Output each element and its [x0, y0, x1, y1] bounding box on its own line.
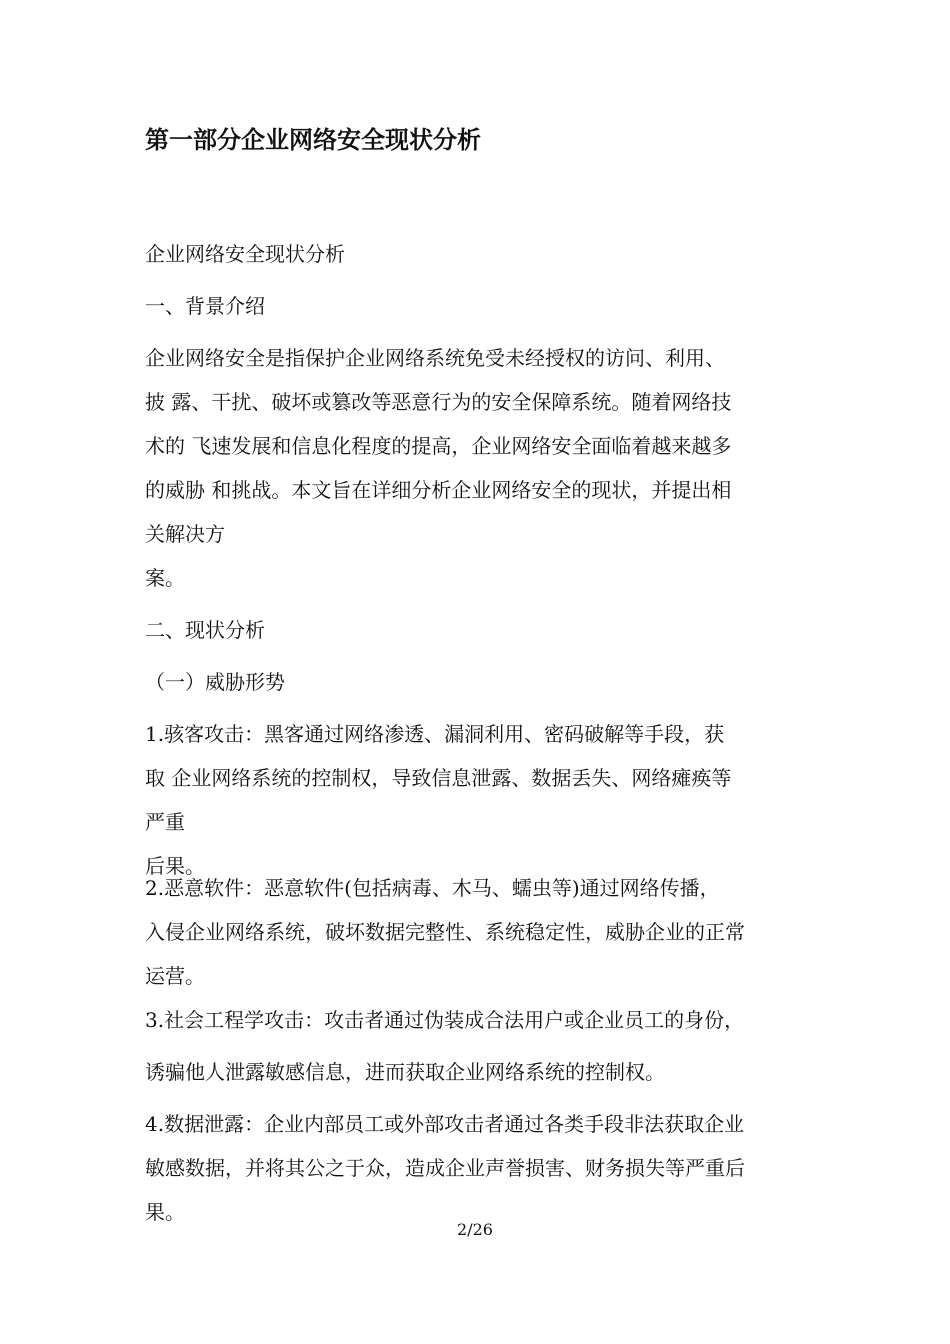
paragraph-line: 的威胁 和挑战。本文旨在详细分析企业网络安全的现状，并提出相 — [145, 478, 732, 502]
list-item-hacker-line: 严重 — [145, 810, 185, 834]
list-item-leak-line: 敏感数据，并将其公之于众，造成企业声誉损害、财务损失等严重后 — [145, 1156, 745, 1180]
list-item-hacker-line: 后果。 — [145, 854, 205, 878]
subtitle-line: 企业网络安全现状分析 — [145, 242, 345, 266]
section-title: 第一部分企业网络安全现状分析 — [145, 126, 481, 154]
body-block-2 — [145, 866, 810, 1234]
list-item-malware-line: 运营。 — [145, 964, 205, 988]
heading-analysis: 二、现状分析 — [145, 618, 265, 642]
list-item-leak-line: 4.数据泄露：企业内部员工或外部攻击者通过各类手段非法获取企业 — [145, 1112, 745, 1136]
paragraph-line: 案。 — [145, 566, 185, 590]
paragraph-line: 术的 飞速发展和信息化程度的提高，企业网络安全面临着越来越多 — [145, 434, 732, 458]
list-item-hacker-line: 取 企业网络系统的控制权，导致信息泄露、数据丢失、网络瘫痪等 — [145, 766, 732, 790]
list-item-social-line: 诱骗他人泄露敏感信息，进而获取企业网络系统的控制权。 — [145, 1060, 665, 1084]
paragraph-line: 关解决方 — [145, 522, 225, 546]
paragraph-line: 企业网络安全是指保护企业网络系统免受未经授权的访问、利用、 — [145, 346, 725, 370]
heading-background: 一、背景介绍 — [145, 294, 265, 318]
subheading-threats: （一）威胁形势 — [145, 670, 285, 694]
paragraph-line: 披 露、干扰、破坏或篡改等恶意行为的安全保障系统。随着网络技 — [145, 390, 732, 414]
body-block-1 — [145, 232, 810, 888]
list-item-malware-line: 入侵企业网络系统，破坏数据完整性、系统稳定性，威胁企业的正常 — [145, 920, 745, 944]
list-item-malware-line: 2.恶意软件：恶意软件(包括病毒、木马、蠕虫等)通过网络传播， — [145, 876, 720, 900]
list-item-hacker-line: 1.骇客攻击：黑客通过网络渗透、漏洞利用、密码破解等手段，获 — [145, 722, 725, 746]
list-item-social-line: 3.社会工程学攻击：攻击者通过伪装成合法用户或企业员工的身份， — [145, 1008, 745, 1032]
page-number: 2/26 — [457, 1220, 493, 1239]
list-item-leak-line: 果。 — [145, 1200, 185, 1224]
